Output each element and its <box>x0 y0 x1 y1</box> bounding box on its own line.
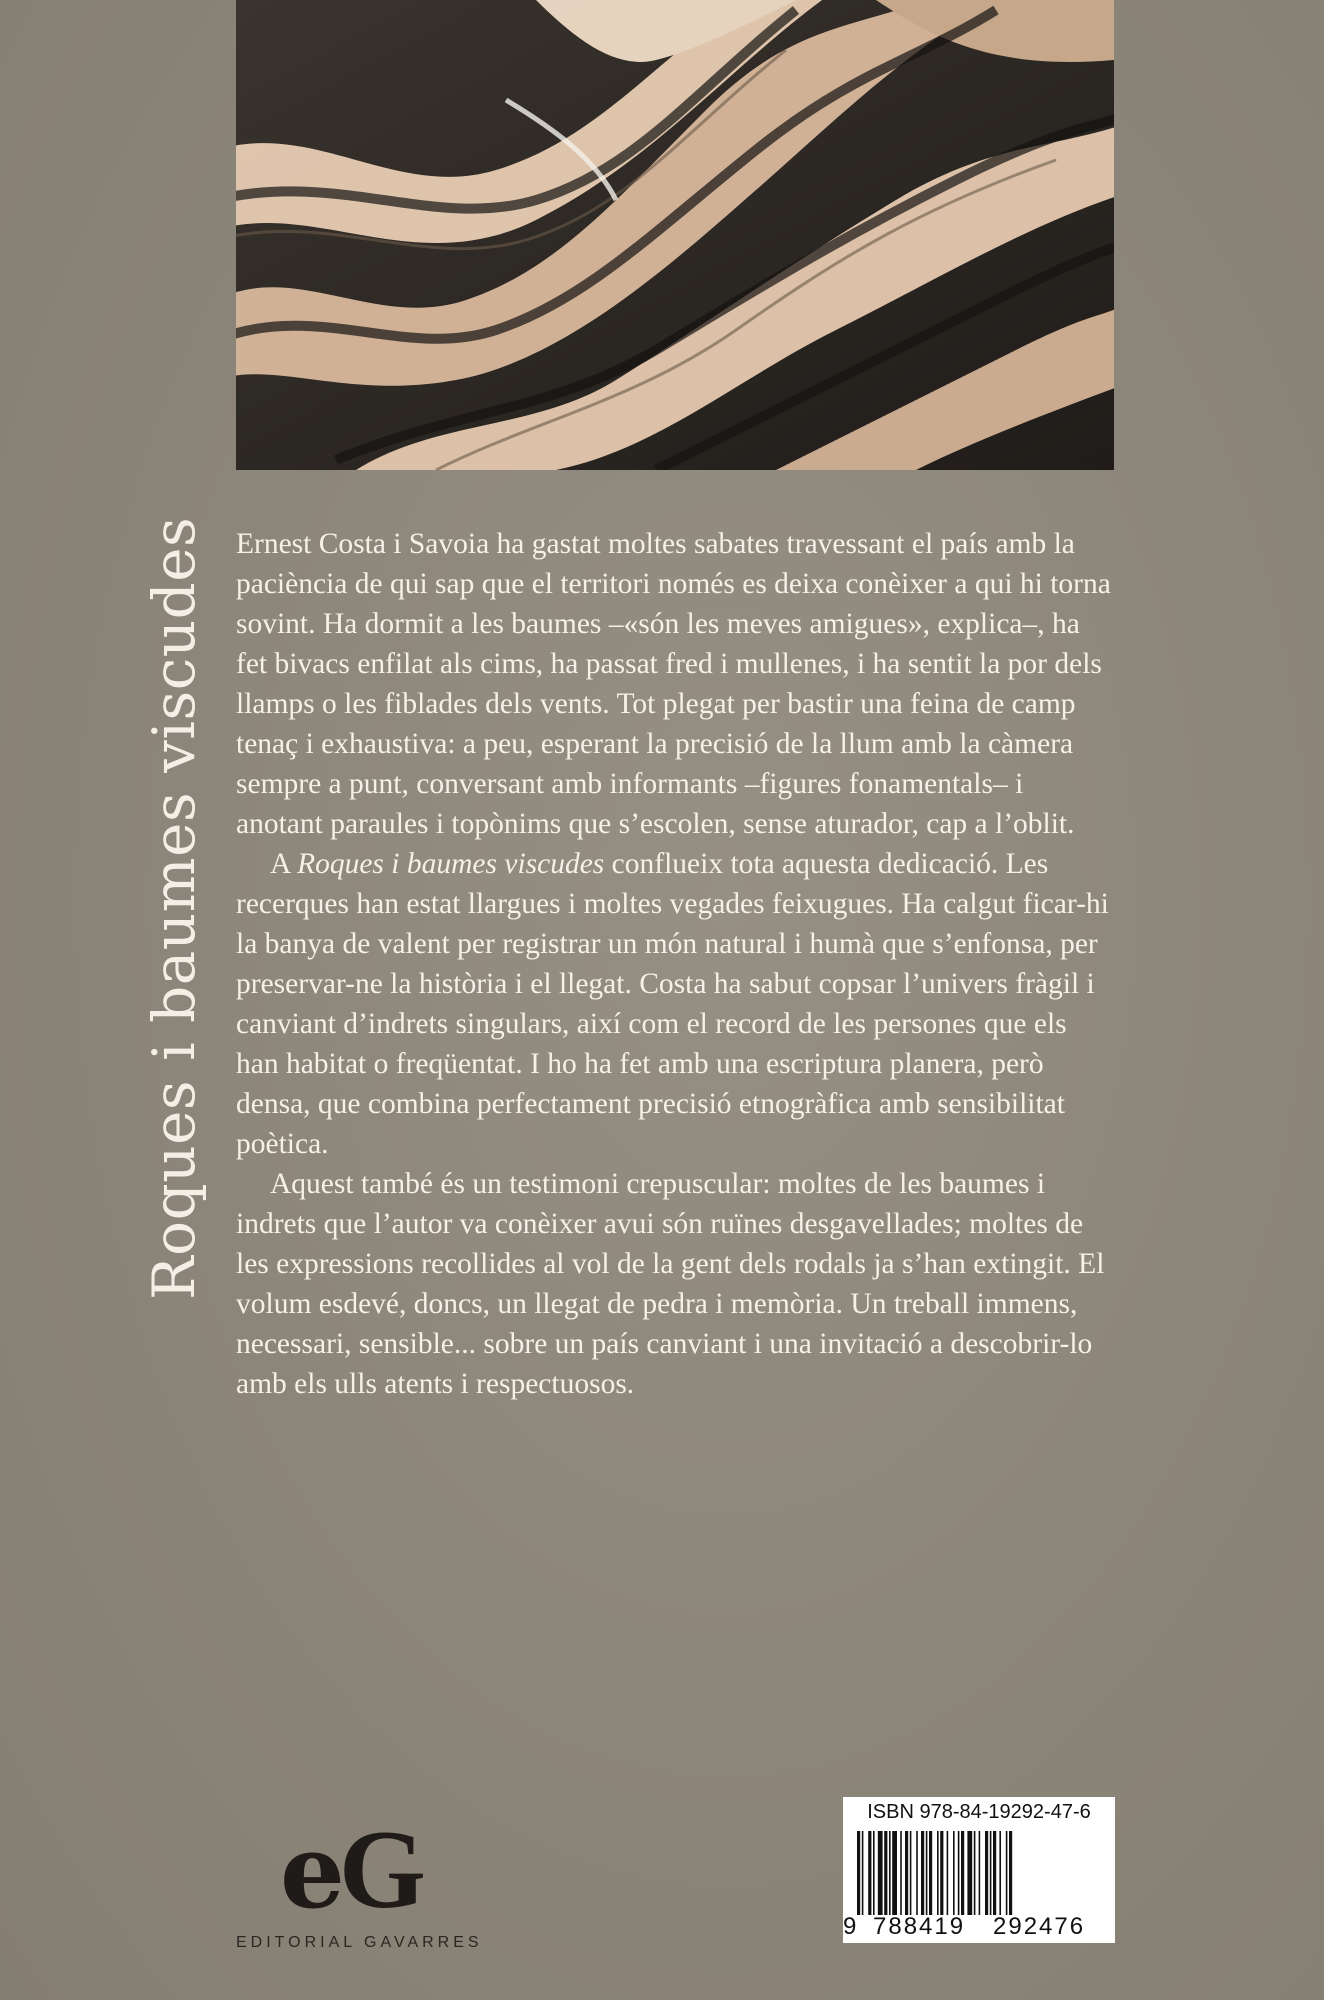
barcode-bar <box>947 1831 949 1915</box>
isbn-label: ISBN 978-84-19292-47-6 <box>867 1801 1091 1823</box>
barcode-bar <box>958 1831 960 1915</box>
barcode-bar <box>884 1831 887 1915</box>
vertical-book-title: Roques i baumes viscudes <box>140 516 208 1300</box>
eg-logo-mark <box>236 1808 536 1932</box>
barcode-bar <box>892 1831 897 1915</box>
blurb-paragraph-2 <box>236 844 1116 1164</box>
barcode-bar <box>967 1831 972 1915</box>
logo-letter-g: G <box>338 1808 427 1932</box>
publisher-logo <box>236 1808 536 1952</box>
barcode-bar <box>953 1831 955 1915</box>
blurb-p2-prefix: A <box>270 848 298 880</box>
barcode-bar <box>979 1831 981 1915</box>
isbn-barcode <box>843 1797 1115 1943</box>
barcode-bar <box>868 1831 871 1915</box>
barcode-bar <box>929 1831 932 1915</box>
barcode-bar <box>1009 1831 1012 1915</box>
barcode-bar <box>916 1831 918 1915</box>
barcode-bar <box>921 1831 924 1915</box>
barcode-bar <box>873 1831 875 1915</box>
barcode-bar <box>889 1831 891 1915</box>
barcode-bar <box>1006 1831 1008 1915</box>
barcode-digits-left: 788419 <box>873 1913 966 1940</box>
logo-letter-e: e <box>280 1812 339 1932</box>
rock-strata-photo <box>236 0 1114 470</box>
barcode-bar <box>900 1831 902 1915</box>
blurb-paragraph-3: Aquest també és un testimoni crepuscular: moltes de les baumes i indrets que l’autor va conèixer avui són ruïnes desgavellades; moltes de les expressions recollides al vol de la gent dels rodals ja s’han extingit. El volum esdevé, doncs, un llegat de pedra i memòria. Un treball immens, necessari, sensible... sobre un país canviant i una invitació a descobrir-lo amb els ulls atents i respectuosos. <box>236 1168 1105 1400</box>
barcode-bar <box>857 1831 860 1915</box>
barcode-digits-right: 292476 <box>993 1913 1086 1940</box>
barcode-bar <box>974 1831 976 1915</box>
barcode-bar <box>985 1831 988 1915</box>
barcode-bar <box>990 1831 992 1915</box>
blurb-paragraph-1: Ernest Costa i Savoia ha gastat moltes sabates travessant el país amb la paciència de qui sap que el territori només es deixa conèixer a qui hi torna sovint. Ha dormit a les baumes –«són les meves amigues», explica–, ha fet bivacs enfilat als cims, ha passat fred i mullenes, i ha sentit la por dels llamps o les fiblades dels vents. Tot plegat per bastir una feina de camp tenaç i exhaustiva: a peu, esperant la precisió de la llum amb la càmera sempre a punt, conversant amb informants –figures fonamentals– i anotant paraules i topònims que s’escolen, sense aturador, cap a l’oblit. <box>236 528 1111 840</box>
barcode-bar <box>862 1831 864 1915</box>
blurb-text <box>236 524 1116 1404</box>
blurb-p2-rest: conflueix tota aquesta dedicació. Les recerques han estat llargues i moltes vegades feixugues. Ha calgut ficar-hi la banya de valent per registrar un món natural i humà que s’enfonsa, per preservar-ne la història i el llegat. Costa ha sabut copsar l’univers fràgil i canviant d’indrets singulars, així com el record de les persones que els han habitat o freqüentat. I ho ha fet amb una escriptura planera, però densa, que combina perfectament precisió etnogràfica amb sensibilitat poètica. <box>236 848 1109 1160</box>
barcode-bar <box>905 1831 908 1915</box>
barcode-bar <box>878 1831 883 1915</box>
barcode-bar <box>999 1831 1001 1915</box>
barcode-bars <box>857 1831 1101 1915</box>
barcode-bar <box>993 1831 996 1915</box>
barcode-bar <box>910 1831 912 1915</box>
barcode-bar <box>937 1831 939 1915</box>
barcode-digit-lead: 9 <box>843 1913 857 1940</box>
barcode-bar <box>961 1831 964 1915</box>
book-title-italic: Roques i baumes viscudes <box>297 848 605 880</box>
publisher-name: EDITORIAL GAVARRES <box>236 1934 483 1951</box>
barcode-bar <box>940 1831 943 1915</box>
barcode-bar <box>926 1831 928 1915</box>
